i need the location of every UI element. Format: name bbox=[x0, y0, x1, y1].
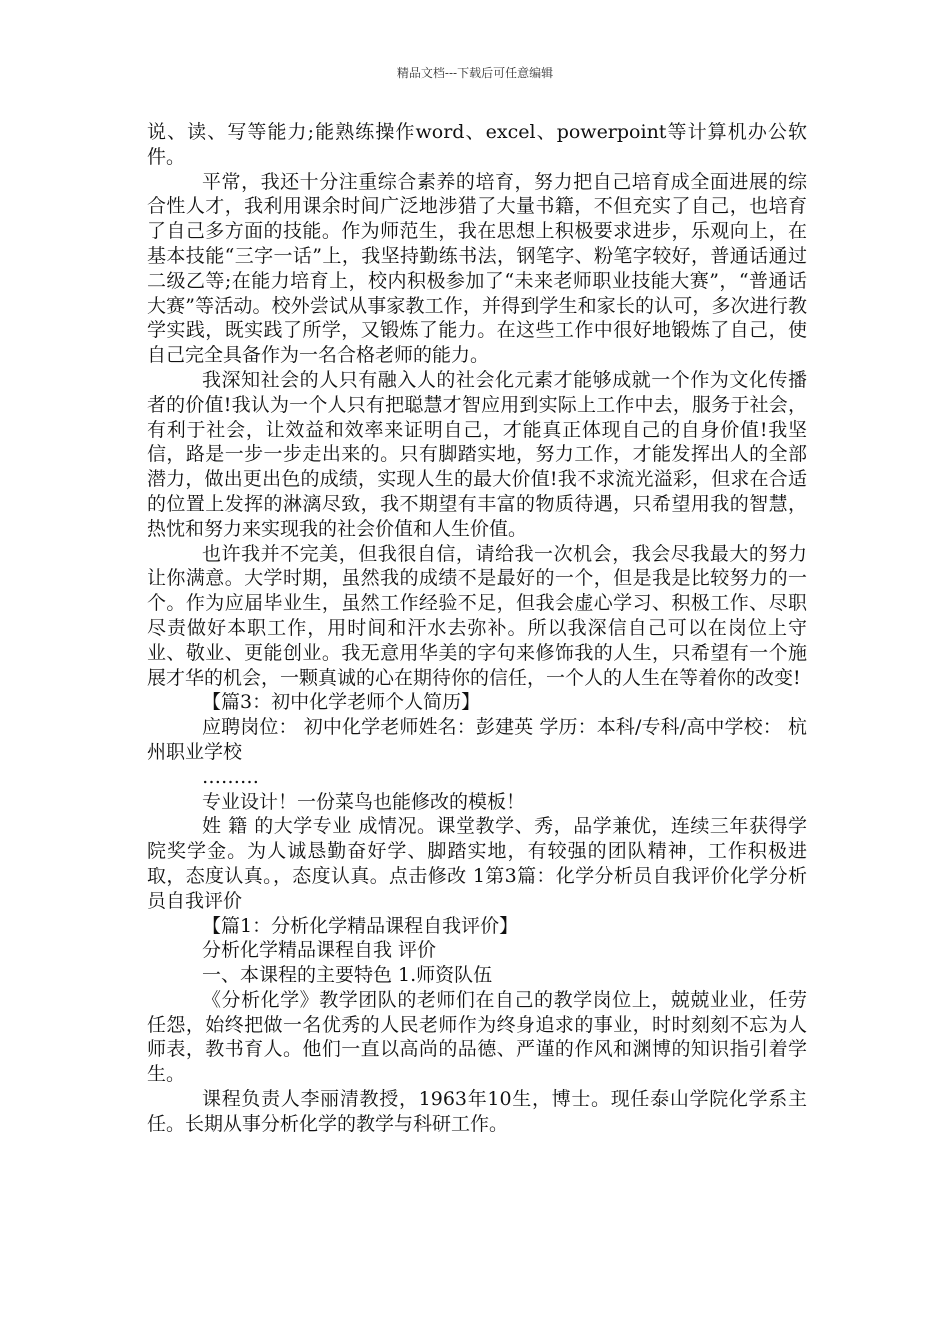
paragraph-overall-quality: 平常，我还十分注重综合素养的培育，努力把自己培育成全面进展的综合性人才，我利用课余时间广泛地涉猎了大量书籍，不但充实了自己，也培育了自己多方面的技能。作为师范生，我在思想上积极要求进步，乐观向上，在基本技能“三字一话”上，我坚持勤练书法，钢笔字、粉笔字较好，普通话通过二级乙等;在能力培育上，校内积极参加了“未来老师职业技能大赛”，“普通话大赛”等活动。校外尝试从事家教工作，并得到学生和家长的认可，多次进行教学实践，既实践了所学，又锻炼了能力。在这些工作中很好地锻炼了自己，使自己完全具备作为一名合格老师的能力。 bbox=[147, 170, 807, 367]
paragraph-self-confidence: 也许我并不完美，但我很自信，请给我一次机会，我会尽我最大的努力让你满意。大学时期，虽然我的成绩不是最好的一个，但是我是比较努力的一个。作为应届毕业生，虽然工作经验不足，但我会虚心学习、积极工作、尽职尽责做好本职工作，用时间和汗水去弥补。所以我深信自己可以在岗位上守业、敬业、更能创业。我无意用华美的字句来修饰我的人生，只希望有一个施展才华的机会，一颗真诚的心在期待你的信任，一个人的人生在等着你的改变! bbox=[147, 542, 807, 689]
paragraph-social-value: 我深知社会的人只有融入人的社会化元素才能够成就一个作为文化传播者的价值!我认为一个人只有把聪慧才智应用到实际上工作中去，服务于社会，有利于社会，让效益和效率来证明自己，才能真正体现自己的自身价值!我坚信，路是一步一步走出来的。只有脚踏实地，努力工作，才能发挥出人的全部潜力，做出更出色的成绩，实现人生的最大价值!我不求流光溢彩，但求在合适的位置上发挥的淋漓尽致，我不期望有丰富的物质待遇，只希望用我的智慧，热忱和努力来实现我的社会价值和人生价值。 bbox=[147, 368, 807, 540]
paragraph-applicant-info: 应聘岗位： 初中化学老师姓名：彭建英 学历：本科/专科/高中学校： 杭州职业学校 bbox=[147, 716, 807, 763]
ellipsis-line: ……… bbox=[202, 765, 259, 788]
section-heading-course-evaluation: 【篇1：分析化学精品课程自我评价】 bbox=[202, 914, 519, 937]
document-body bbox=[147, 120, 807, 1137]
page-header: 精品文档---下载后可任意编辑 bbox=[396, 66, 554, 80]
paragraph-abilities: 说、读、写等能力;能熟练操作word、excel、powerpoint等计算机办公软件。 bbox=[147, 121, 807, 168]
section-heading-resume: 【篇3：初中化学老师个人简历】 bbox=[202, 691, 481, 714]
paragraph-resume-summary: 姓 籍 的大学专业 成情况。课堂教学、秀，品学兼优，连续三年获得学院奖学金。为人诚恳勤奋好学、脚踏实地，有较强的团队精神，工作积极进取，态度认真。，态度认真。点击修改 1第3篇：化学分析员自我评价化学分析员自我评价 bbox=[147, 815, 807, 912]
paragraph-course-title: 分析化学精品课程自我 评价 bbox=[202, 939, 437, 962]
paragraph-template-note: 专业设计！一份菜鸟也能修改的模板！ bbox=[202, 790, 526, 813]
paragraph-course-leader: 课程负责人李丽清教授，1963年10生，博士。现任泰山学院化学系主任。长期从事分析化学的教学与科研工作。 bbox=[147, 1088, 807, 1135]
paragraph-course-features: 一、本课程的主要特色 1.师资队伍 bbox=[202, 964, 493, 987]
paragraph-teaching-team: 《分析化学》教学团队的老师们在自己的教学岗位上，兢兢业业，任劳任怨，始终把做一名优秀的人民老师作为终身追求的事业，时时刻刻不忘为人师表，教书育人。他们一直以高尚的品德、严谨的作风和渊博的知识指引着学生。 bbox=[147, 988, 807, 1086]
